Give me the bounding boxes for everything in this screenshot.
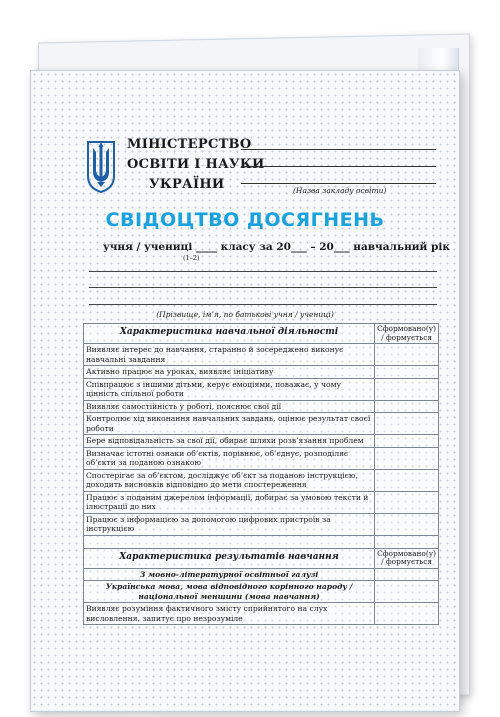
- school-name-line-3[interactable]: [241, 183, 436, 184]
- table-row: [84, 413, 439, 435]
- table-row: [84, 344, 439, 366]
- result-item: Виявляє розуміння фактичного змісту сприйнятого на слух висловлення, запитує про незрозуміле: [84, 603, 375, 625]
- activity-header-row: [84, 324, 439, 344]
- table-row: [84, 435, 439, 448]
- activity-item: Контролює хід виконання навчальних завдань, оцінює результат своєї роботи: [84, 413, 375, 435]
- table-row: [84, 366, 439, 379]
- status-cell[interactable]: [375, 603, 439, 625]
- status-cell[interactable]: [375, 344, 439, 366]
- grade-caption: (1–2): [183, 254, 200, 262]
- status-cell[interactable]: [375, 491, 439, 513]
- student-name-line-3[interactable]: [89, 304, 437, 305]
- status-cell[interactable]: [375, 447, 439, 469]
- activity-item: Бере відповідальність за свої дії, обирає шляхи розв’язання проблем: [84, 435, 375, 448]
- activity-item: Співпрацює з іншими дітьми, керує емоціями, поважає, у чому цінність спільної роботи: [84, 378, 375, 400]
- achievements-table: [83, 323, 439, 625]
- status-cell: [375, 568, 439, 581]
- activity-status-header: Сформовано(у) / формується: [375, 324, 439, 344]
- table-row: [84, 378, 439, 400]
- status-cell[interactable]: [375, 435, 439, 448]
- table-row: [84, 603, 439, 625]
- table-row: [84, 513, 439, 535]
- school-name-line-2[interactable]: [241, 166, 436, 167]
- trident-emblem-icon: [85, 138, 117, 194]
- table-row: [84, 447, 439, 469]
- school-caption: (Назва закладу освіти): [293, 186, 387, 195]
- table-row: [84, 400, 439, 413]
- status-cell[interactable]: [375, 413, 439, 435]
- results-status-header: Сформовано(у) / формується: [375, 548, 439, 568]
- document-title: СВІДОЦТВО ДОСЯГНЕНЬ: [105, 209, 385, 231]
- certificate-page: [30, 70, 460, 712]
- status-cell[interactable]: [375, 378, 439, 400]
- status-cell[interactable]: [375, 469, 439, 491]
- status-cell[interactable]: [375, 513, 439, 535]
- activity-item: Працює з інформацією за допомогою цифрових пристроїв за інструкцією: [84, 513, 375, 535]
- spacer-row: [84, 535, 439, 548]
- student-name-line-1[interactable]: [89, 271, 437, 272]
- activity-item: Працює з поданим джерелом інформації, добирає за умовою тексти й ілюстрації до них: [84, 491, 375, 513]
- ministry-name: [127, 135, 265, 195]
- results-header: Характеристика результатів навчання: [84, 548, 375, 568]
- field-row: [84, 568, 439, 581]
- activity-item: Визначає істотні ознаки об’єктів, порівнює, об’єднує, розподіляє об’єкти за поданою ознакою: [84, 447, 375, 469]
- activity-header: Характеристика навчальної діяльності: [84, 324, 375, 344]
- subject-row: [84, 581, 439, 603]
- ministry-line-2: ОСВІТИ І НАУКИ: [127, 157, 265, 172]
- activity-item: Спостерігає за об’єктом, досліджує об’єкт за поданою інструкцією, доходить висновків відповідно до мети спостереження: [84, 469, 375, 491]
- activity-item: Активно працює на уроках, виявляє ініціативу: [84, 366, 375, 379]
- status-cell[interactable]: [375, 366, 439, 379]
- results-header-row: [84, 548, 439, 568]
- spacer-cell: [84, 535, 375, 548]
- student-name-caption: (Прізвище, ім’я, по батькові учня / учениці): [156, 310, 334, 319]
- activity-item: Виявляє інтерес до навчання, старанно й зосереджено виконує навчальні завдання: [84, 344, 375, 366]
- status-cell: [375, 581, 439, 603]
- ministry-line-3: УКРАЇНИ: [149, 177, 225, 192]
- spacer-cell: [375, 535, 439, 548]
- table-row: [84, 491, 439, 513]
- subject-name: Українська мова, мова відповідного корінного народу / національної меншини (мова навчання): [84, 581, 375, 603]
- school-name-line-1[interactable]: [241, 149, 436, 150]
- ministry-line-1: МІНІСТЕРСТВО: [127, 137, 252, 152]
- table-row: [84, 469, 439, 491]
- status-cell[interactable]: [375, 400, 439, 413]
- student-class-line: учня / учениці ____ класу за 20___ – 20___ навчальний рік: [103, 241, 450, 253]
- educational-field: З мовно-літературної освітньої галузі: [84, 568, 375, 581]
- activity-item: Виявляє самостійність у роботі, пояснює свої дії: [84, 400, 375, 413]
- student-name-line-2[interactable]: [89, 287, 437, 288]
